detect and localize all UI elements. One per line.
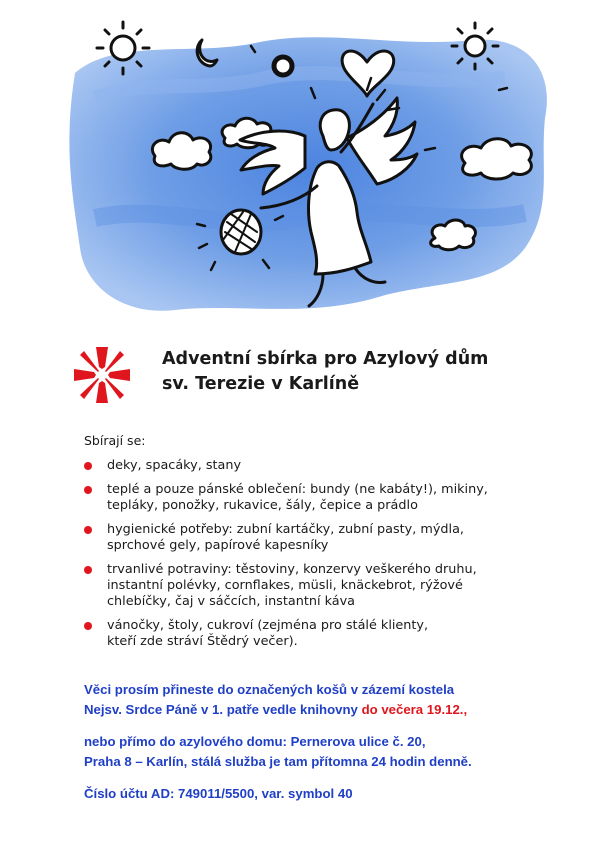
title-line-2: sv. Terezie v Karlíně xyxy=(162,374,360,394)
collect-label: Sbírají se: xyxy=(84,433,146,448)
item-line: vánočky, štoly, cukroví (zejména pro stálé klienty, xyxy=(107,618,429,633)
bullet-icon xyxy=(84,622,92,630)
drop-line-1: Věci prosím přineste do označených košů v zázemí kostela xyxy=(84,682,455,697)
page-title xyxy=(162,347,562,397)
drop-location: Nejsv. Srdce Páně v 1. patře vedle knihovny xyxy=(84,702,362,717)
direct-line-2: Praha 8 – Karlín, stálá služba je tam přítomna 24 hodin denně. xyxy=(84,754,472,769)
basket-icon xyxy=(221,210,261,254)
list-item xyxy=(84,562,544,610)
caritas-cross-icon xyxy=(72,345,132,405)
angel-illustration xyxy=(55,18,555,338)
item-line: deky, spacáky, stany xyxy=(107,458,242,473)
item-line: trvanlivé potraviny: těstoviny, konzervy veškerého druhu, xyxy=(107,562,477,577)
ring-icon xyxy=(274,57,292,75)
title-line-1: Adventní sbírka pro Azylový dům xyxy=(162,349,489,369)
account-note: Číslo účtu AD: 749011/5500, var. symbol 40 xyxy=(84,786,353,801)
item-line: tepláky, ponožky, rukavice, šály, čepice a prádlo xyxy=(107,498,418,513)
item-line: teplé a pouze pánské oblečení: bundy (ne kabáty!), mikiny, xyxy=(107,482,488,497)
bullet-icon xyxy=(84,486,92,494)
direct-delivery-note xyxy=(84,732,564,772)
list-item xyxy=(84,522,544,554)
drop-line-2 xyxy=(84,700,564,720)
list-item xyxy=(84,458,544,474)
bullet-icon xyxy=(84,462,92,470)
item-line: sprchové gely, papírové kapesníky xyxy=(107,538,329,553)
item-line: hygienické potřeby: zubní kartáčky, zubní pasty, mýdla, xyxy=(107,522,464,537)
deadline: do večera 19.12., xyxy=(361,702,468,717)
item-line: kteří zde stráví Štědrý večer). xyxy=(107,634,298,649)
bullet-icon xyxy=(84,526,92,534)
list-item xyxy=(84,482,544,514)
list-item xyxy=(84,618,544,650)
item-line: chlebíčky, čaj v sáčcích, instantní káva xyxy=(107,594,356,609)
drop-off-note xyxy=(84,680,564,720)
item-line: instantní polévky, cornflakes, müsli, knäckebrot, rýžové xyxy=(107,578,463,593)
direct-line-1: nebo přímo do azylového domu: Pernerova ulice č. 20, xyxy=(84,734,426,749)
cloud-small-right xyxy=(431,220,476,250)
donation-items-list xyxy=(84,458,544,658)
bullet-icon xyxy=(84,566,92,574)
